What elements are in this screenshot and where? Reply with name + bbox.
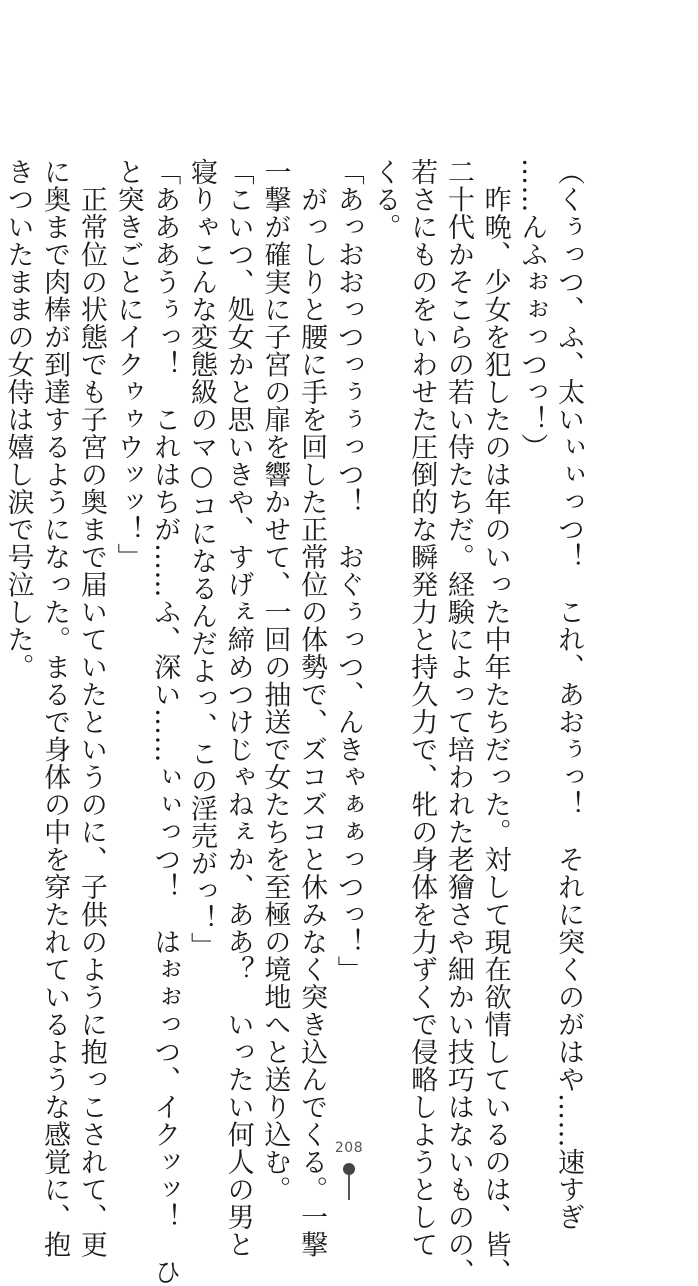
text-line: 「こいつ、処女かと思いきや、すげぇ締めつけじゃねぇか、ああ？ いったい何人の男と — [222, 158, 254, 1258]
text-line: 「あああうぅっ！ これはちが……ふ、深い……ぃぃっつ！ はぉぉっつ、イクッッ！ ひ — [149, 158, 181, 1286]
text-line: に奥まで肉棒が到達するようになった。まるで身体の中を穿たれているような感覚に、抱 — [39, 158, 71, 1258]
page-number: 208 — [334, 1140, 364, 1156]
text-line: 若さにものをいわせた圧倒的な瞬発力と持久力で、牝の身体を力ずくで侵略しようとして — [406, 158, 438, 1258]
text-line: くる。 — [369, 158, 401, 241]
text-line: （くぅっつ、ふ、太いぃぃっつ！ これ、あおぅっ！ それに突くのがはや……速すぎ — [553, 158, 584, 1231]
text-line: 「あっおおっつっぅぅっつ！ おぐぅっつ、んきゃぁぁっつっ！」 — [332, 158, 364, 983]
folio-dot-ornament — [343, 1163, 355, 1175]
text-line: 正常位の状態でも子宮の奥まで届いていたというのに、子供のように抱っこされて、更 — [75, 158, 107, 1258]
folio-line-ornament — [348, 1175, 350, 1200]
text-line: きついたままの女侍は嬉し涙で号泣した。 — [2, 158, 34, 681]
text-line: 昨晩、少女を犯したのは年のいった中年たちだった。対して現在欲情しているのは、皆、 — [479, 158, 511, 1286]
text-line: 一撃が確実に子宮の扉を響かせて、一回の抽送で女たちを至極の境地へと送り込む。 — [259, 158, 291, 1203]
text-line: がっしりと腰に手を回した正常位の体勢で、ズコズコと休みなく突き込んでくる。一撃 — [296, 158, 328, 1258]
text-line: ……んふぉぉっつっ！） — [516, 158, 548, 461]
text-line: と突きごとにイクゥゥウッッ！」 — [112, 158, 144, 571]
text-line: 二十代かそこらの若い侍たちだ。経験によって培われた老獪さや細かい技巧はないものの、 — [442, 158, 474, 1286]
text-line: 寝りゃこんな変態級のマ○コになるんだよっ、この淫売がっ！」 — [185, 158, 217, 960]
